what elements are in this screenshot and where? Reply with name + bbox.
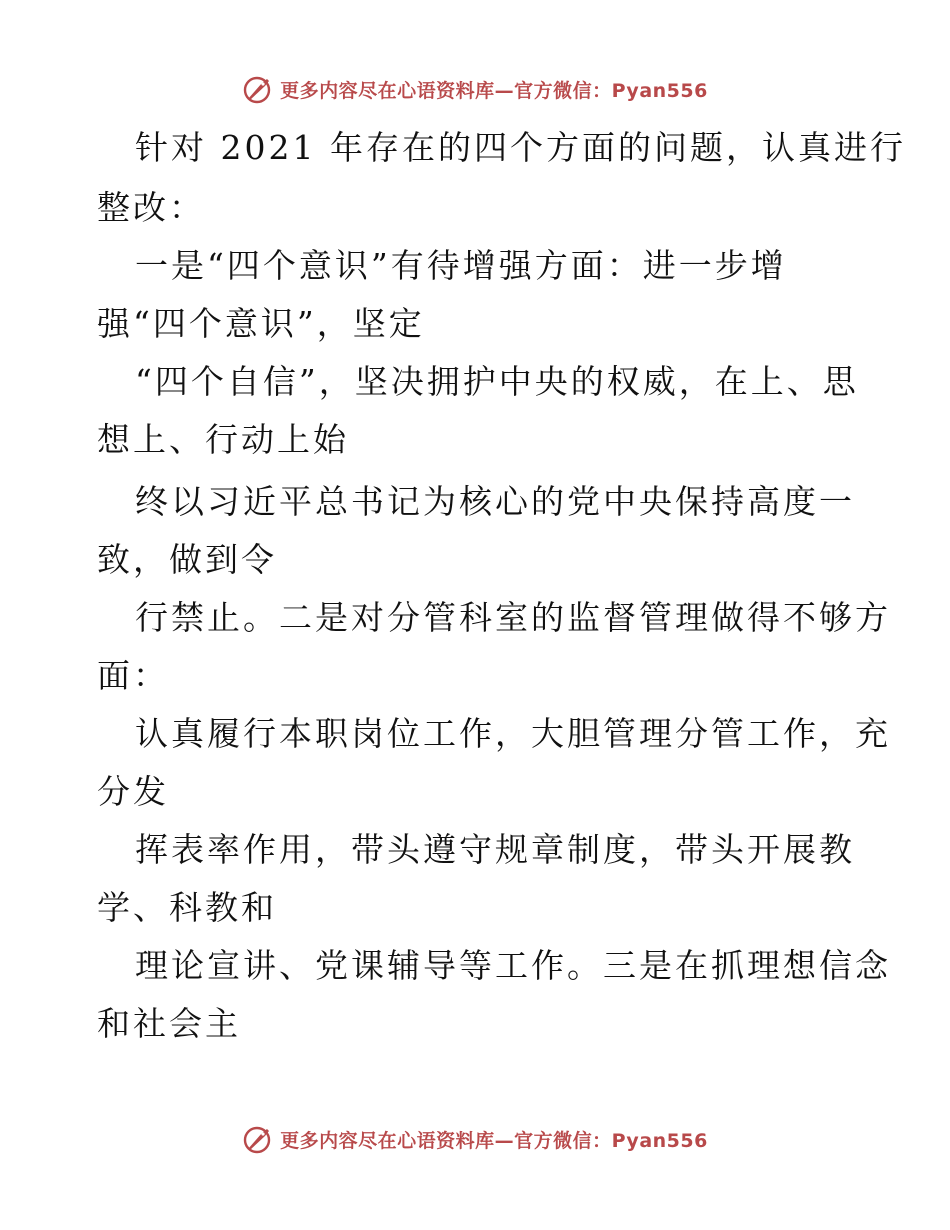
body-line-2: 整改：: [97, 188, 205, 227]
body-line-12: 分发: [97, 772, 169, 811]
body-line-9: 行禁止。二是对分管科室的监督管理做得不够方: [135, 598, 891, 637]
body-line-16: 和社会主: [97, 1004, 241, 1043]
body-line-11: 认真履行本职岗位工作，大胆管理分管工作，充: [135, 714, 891, 753]
body-line-3: 一是“四个意识”有待增强方面：进一步增: [135, 246, 787, 285]
body-line-10: 面：: [97, 656, 169, 695]
footer-watermark: [0, 1122, 950, 1156]
body-line-7: 终以习近平总书记为核心的党中央保持高度一: [135, 482, 855, 521]
body-line-1: 针对 2021 年存在的四个方面的问题，认真进行: [135, 128, 906, 167]
body-line-15: 理论宣讲、党课辅导等工作。三是在抓理想信念: [135, 946, 891, 985]
body-line-8: 致，做到令: [97, 540, 277, 579]
body-line-14: 学、科教和: [97, 888, 277, 927]
pen-nib-logo-icon: [242, 1123, 274, 1155]
footer-watermark-text: 更多内容尽在心语资料库—官方微信：Pyan556: [280, 1129, 708, 1152]
body-line-13: 挥表率作用，带头遵守规章制度，带头开展教: [135, 830, 855, 869]
header-watermark-text: 更多内容尽在心语资料库—官方微信：Pyan556: [280, 79, 708, 102]
body-line-6: 想上、行动上始: [97, 420, 349, 459]
body-line-4: 强“四个意识”，坚定: [97, 304, 425, 343]
body-line-5: “四个自信”，坚决拥护中央的权威，在上、思: [135, 362, 859, 401]
